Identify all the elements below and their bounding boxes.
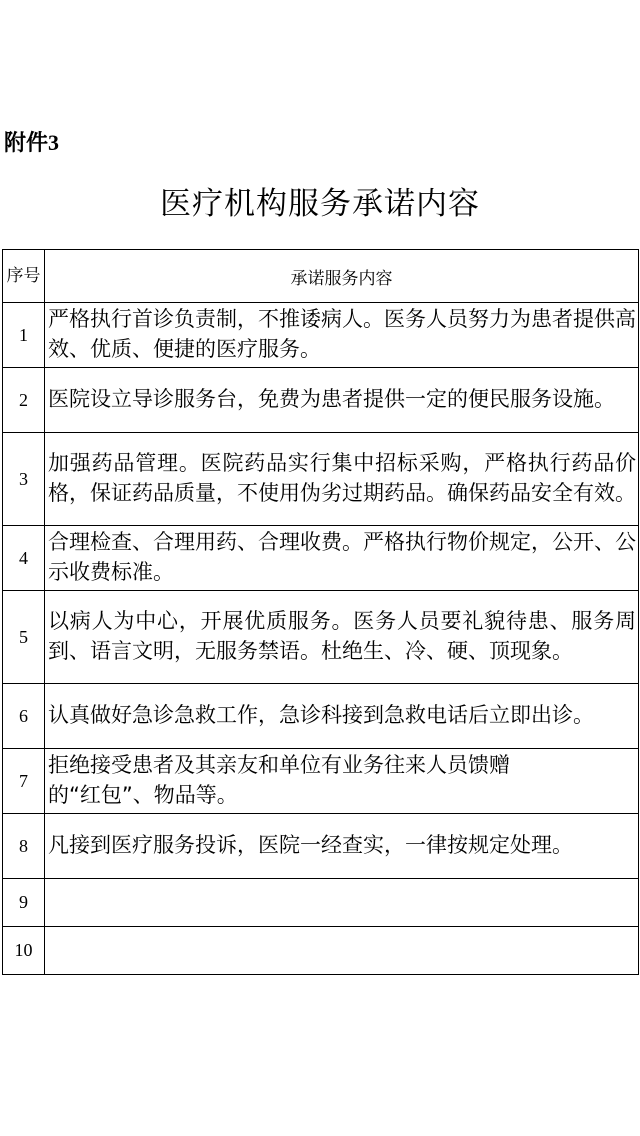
table-row [3,927,639,975]
page-title: 医疗机构服务承诺内容 [160,186,480,222]
row-number: 5 [3,591,45,684]
row-number: 2 [3,368,45,433]
row-content [45,927,639,975]
row-content: 严格执行首诊负责制，不推诿病人。医务人员努力为患者提供高效、优质、便捷的医疗服务。 [45,303,639,368]
row-content-line2: 的“红包”、物品等。 [48,783,238,807]
table-row [3,684,639,749]
table-row [3,814,639,879]
row-number: 1 [3,303,45,368]
table-row [3,526,639,591]
row-number: 9 [3,879,45,927]
row-content: 医院设立导诊服务台，免费为患者提供一定的便民服务设施。 [45,368,639,433]
table-row [3,433,639,526]
row-number: 4 [3,526,45,591]
header-content: 承诺服务内容 [45,250,639,303]
table-row [3,749,639,814]
table-header-row [3,250,639,303]
table-row [3,879,639,927]
row-number: 6 [3,684,45,749]
row-content: 认真做好急诊急救工作，急诊科接到急救电话后立即出诊。 [45,684,639,749]
table-row [3,591,639,684]
row-content: 合理检查、合理用药、合理收费。严格执行物价规定，公开、公示收费标准。 [45,526,639,591]
header-number: 序号 [3,250,45,303]
row-number: 10 [3,927,45,975]
row-content: 以病人为中心，开展优质服务。医务人员要礼貌待患、服务周到、语言文明，无服务禁语。杜绝生、冷、硬、顶现象。 [45,591,639,684]
row-content [45,879,639,927]
row-content: 加强药品管理。医院药品实行集中招标采购，严格执行药品价格，保证药品质量，不使用伪劣过期药品。确保药品安全有效。 [45,433,639,526]
table-row [3,368,639,433]
row-content [45,749,639,814]
row-number: 3 [3,433,45,526]
attachment-label: 附件3 [4,130,60,155]
commitment-table [2,249,639,975]
row-content: 凡接到医疗服务投诉，医院一经查实，一律按规定处理。 [45,814,639,879]
table-row [3,303,639,368]
row-number: 7 [3,749,45,814]
row-number: 8 [3,814,45,879]
row-content-line1: 拒绝接受患者及其亲友和单位有业务往来人员馈赠 [48,753,510,777]
